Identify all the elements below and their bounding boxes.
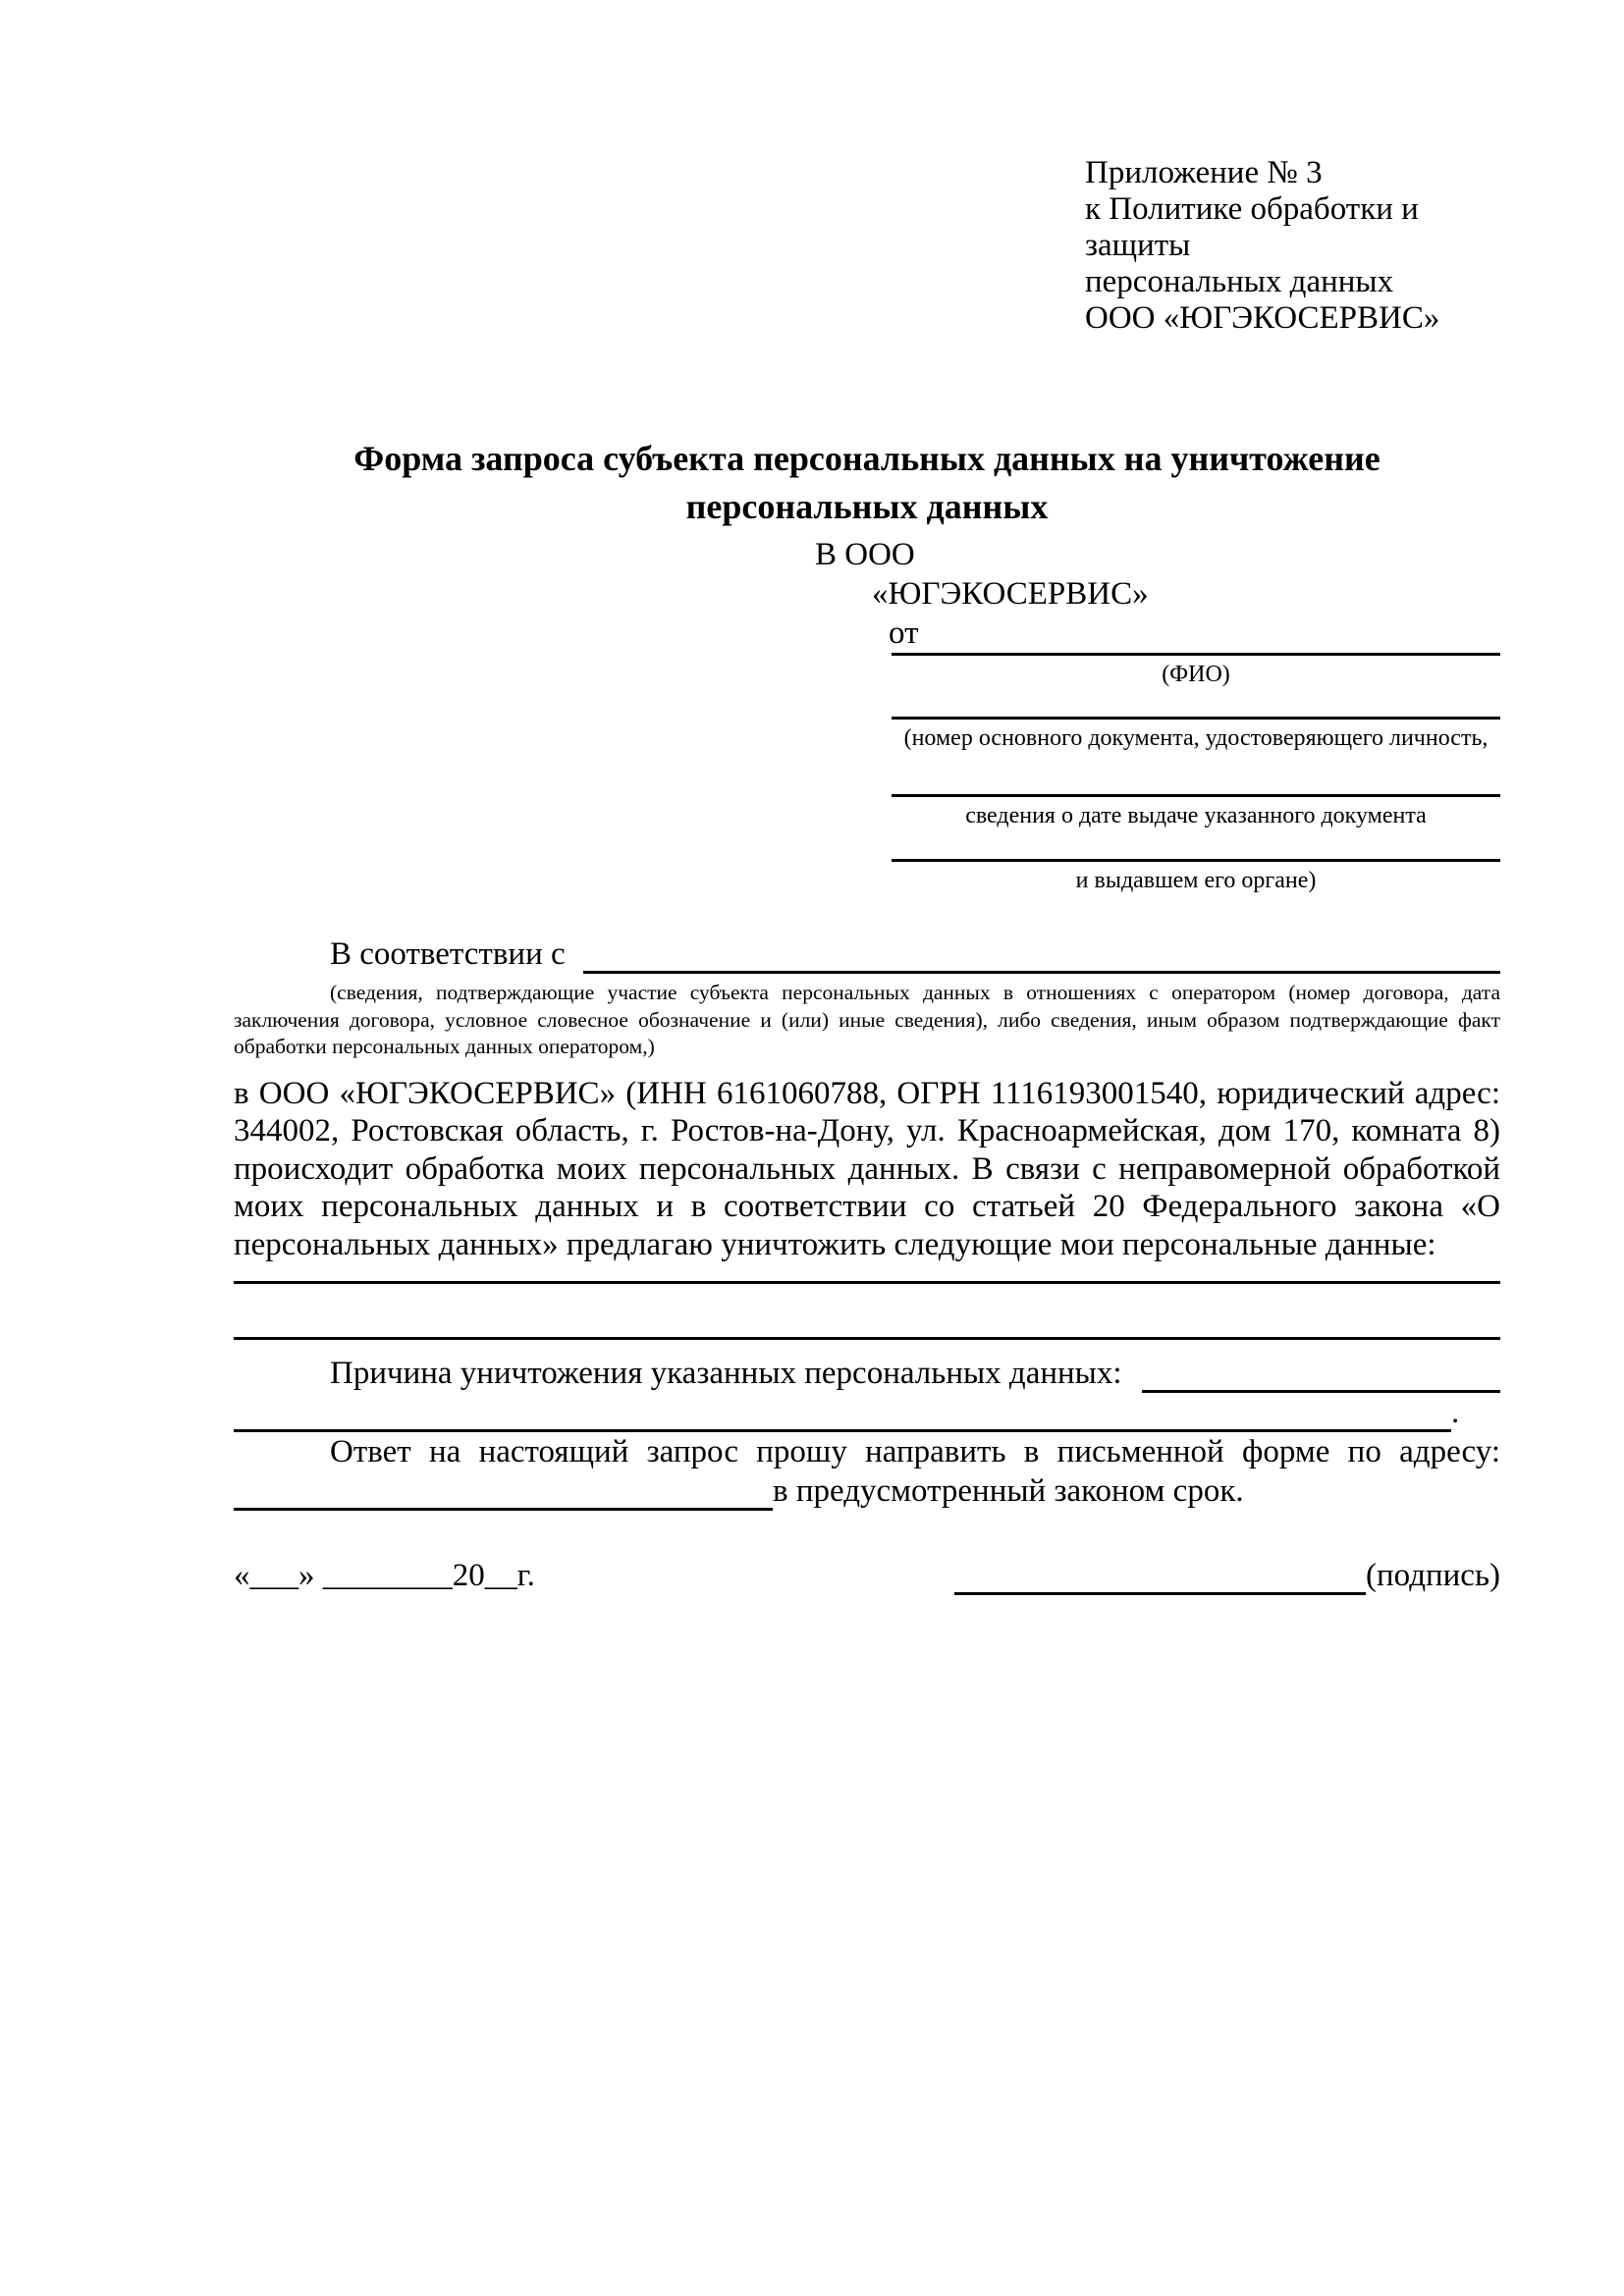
signature-label: (подпись) bbox=[1366, 1558, 1500, 1593]
accordance-lead: В соответствии с bbox=[330, 936, 566, 972]
data-blank-line-1 bbox=[234, 1281, 1500, 1284]
accordance-blank-line bbox=[583, 959, 1500, 974]
answer-paragraph: Ответ на настоящий запрос прошу направить в письменной форме по адресу: bbox=[330, 1434, 1500, 1469]
accordance-note bbox=[234, 980, 1500, 1061]
body-line: персональных данных» предлагаю уничтожить следующие мои персональные данные: bbox=[234, 1226, 1436, 1262]
issue-date-blank-line bbox=[892, 794, 1500, 797]
date-signature-row bbox=[234, 1556, 1500, 1595]
body-paragraph bbox=[234, 1075, 1500, 1264]
fio-label: (ФИО) bbox=[1162, 662, 1230, 687]
document-number-label: (номер основного документа, удостоверяющего личность, bbox=[903, 725, 1489, 751]
appendix-header-line: Приложение № 3 bbox=[1085, 155, 1323, 190]
document-number-blank-line bbox=[892, 717, 1500, 720]
addressee-from-label: от bbox=[889, 615, 919, 651]
reason-row bbox=[234, 1354, 1500, 1393]
issuer-label: и выдавшем его органе) bbox=[1075, 868, 1317, 893]
body-line: 344002, Ростовская область, г. Ростов-на-Дону, ул. Красноармейская, дом 170, комната 8) bbox=[234, 1113, 1500, 1148]
appendix-header-line: персональных данных bbox=[1085, 264, 1394, 299]
appendix-header bbox=[1085, 155, 1500, 337]
reason-continuation-blank-line bbox=[234, 1417, 1451, 1432]
sentence-period: . bbox=[1451, 1395, 1460, 1430]
reason-lead: Причина уничтожения указанных персональных данных: bbox=[330, 1356, 1122, 1391]
addressee-org-prefix: В ООО bbox=[815, 537, 915, 572]
reason-continuation-row bbox=[234, 1393, 1500, 1432]
accordance-note-line: (сведения, подтверждающие участие субъекта персональных данных в отношениях с оператором (номер договора, дата bbox=[330, 981, 1500, 1004]
appendix-header-line: ООО «ЮГЭКОСЕРВИС» bbox=[1085, 300, 1440, 336]
date-placeholder: «___» ________20__г. bbox=[234, 1558, 535, 1593]
reason-blank-line bbox=[1142, 1378, 1500, 1393]
signature-blank-line bbox=[954, 1580, 1366, 1595]
answer-address-blank-line bbox=[234, 1496, 773, 1511]
addressee-org-name: «ЮГЭКОСЕРВИС» bbox=[872, 576, 1149, 612]
fio-blank-line bbox=[892, 653, 1500, 656]
page-title: Форма запроса субъекта персональных данных на уничтожение персональных данных bbox=[353, 439, 1380, 526]
data-blank-line-2 bbox=[234, 1337, 1500, 1340]
body-line: в ООО «ЮГЭКОСЕРВИС» (ИНН 6161060788, ОГРН 1116193001540, юридический адрес: bbox=[234, 1075, 1500, 1111]
accordance-note-line: заключения договора, условное словесное обозначение и (или) иные сведения), либо сведения, иным образом подтверждающие факт bbox=[234, 1007, 1500, 1032]
appendix-header-line: к Политике обработки и защиты bbox=[1085, 191, 1419, 263]
answer-tail: в предусмотренный законом срок. bbox=[773, 1473, 1244, 1509]
issuer-blank-line bbox=[892, 859, 1500, 862]
applicant-fields bbox=[892, 653, 1500, 893]
answer-address-row bbox=[234, 1471, 1500, 1511]
body-line: моих персональных данных и в соответствии со статьей 20 Федерального закона «О bbox=[234, 1189, 1500, 1224]
accordance-row bbox=[234, 934, 1500, 974]
body-line: происходит обработка моих персональных данных. В связи с неправомерной обработкой bbox=[234, 1150, 1500, 1187]
signature-group bbox=[954, 1556, 1500, 1595]
accordance-note-line: обработки персональных данных оператором,) bbox=[234, 1035, 655, 1058]
issue-date-label: сведения о дате выдаче указанного документа bbox=[965, 803, 1427, 828]
